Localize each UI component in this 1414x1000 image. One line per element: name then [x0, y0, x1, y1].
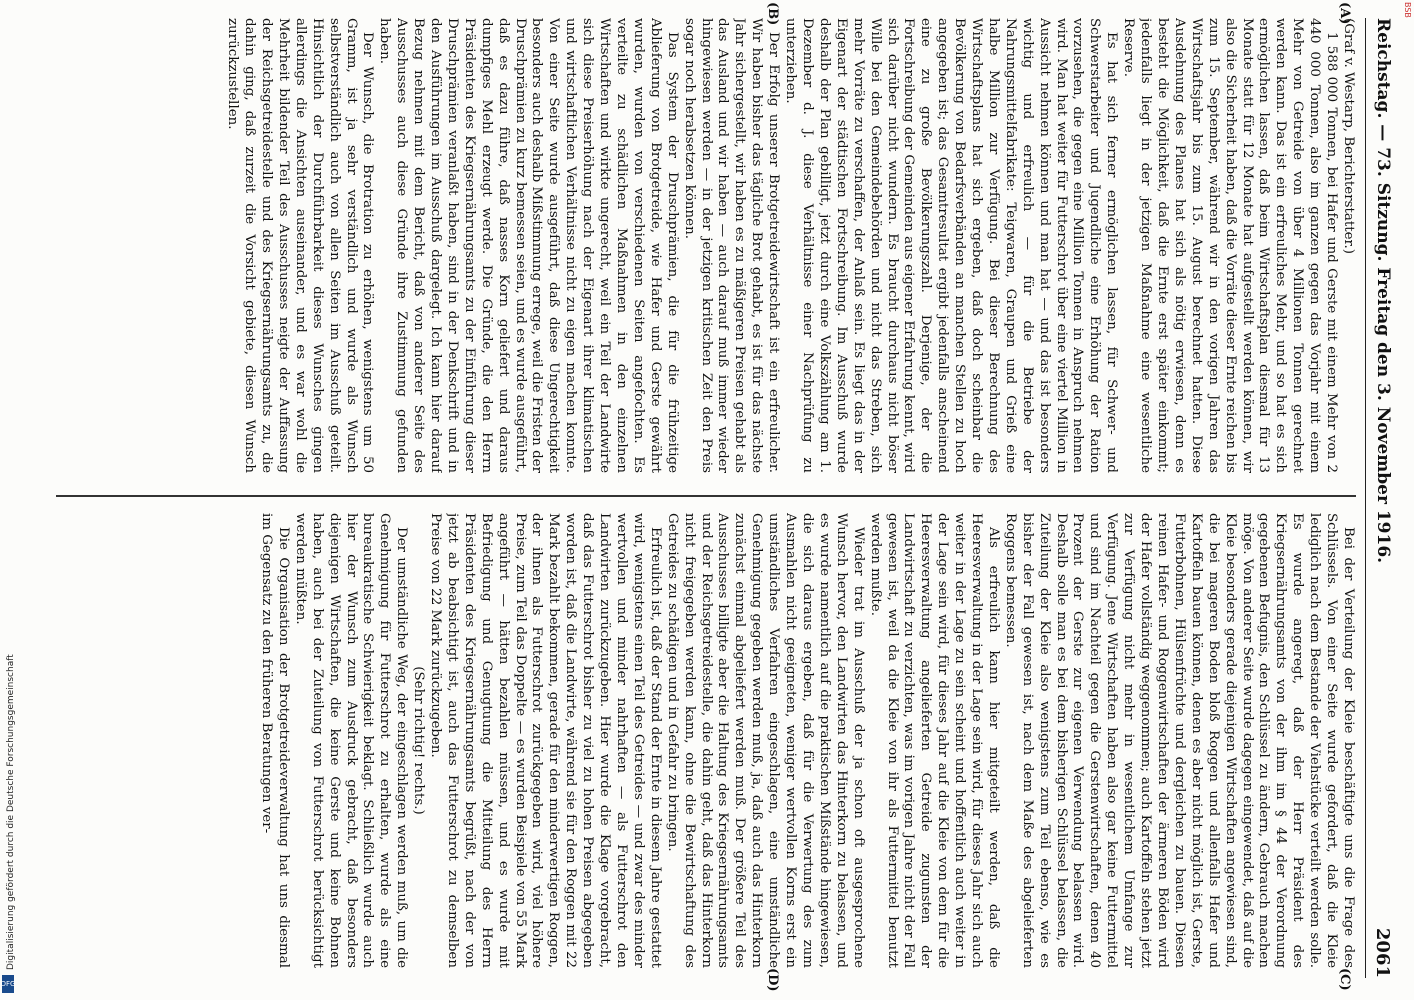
library-mark [1404, 2, 1412, 24]
paragraph: Als erfreulich kann hier mitgeteilt werden, daß die Heeresverwaltung in der Lage sein wird, für dieses Jahr sich auch weiter in der Lage zu sein scheint und hoffentlich auch weiter in der Lage sein wird, für dieses Jahr auf die Kleie von dem für die Heeresverwaltung angelieferten Getreide zugunsten der Landwirtschaft zu verzichten, was im vorigen Jahre nicht der Fall gewesen ist, weil da die Kleie von ihr als Futtermittel benutzt werden mußte. [867, 513, 1001, 968]
rotated-document [40, 2, 1400, 992]
paragraph: Der Erfolg unserer Brotgetreidewirtschaft ist ein erfreulicher. Wir haben bisher das tägliche Brot gehabt, es ist für das nächste Jahr sichergestellt, wir haben es zu mäßigeren Preisen gehabt als das Ausland und wir haben — auch darauf muß immer wieder hingewiesen werden — in der jetzigen kritischen Zeit den Preis sogar noch herabsetzen können. [681, 18, 782, 473]
paragraph: Die Organisation der Brotgetreideverwaltung hat uns diesmal im Gegensatz zu den früheren Beratungen ver- [259, 513, 291, 968]
running-header [1365, 18, 1400, 978]
interjection: (Sehr richtig! rechts.) [411, 666, 427, 815]
paragraph: Wieder trat im Ausschuß der ja schon oft ausgesprochene Wunsch hervor, den Landwirten das Hinterkorn zu belassen, und es wurde namentlich auf die praktischen Mißstände hingewiesen, die sich daraus ergeben, daß für die Verwertung des zum Ausmahlen nicht geeigneten, weniger wertvollen Korns erst ein umständliches Verfahren eingeschlagen, eine umständliche Genehmigung gegeben werden muß, ja, daß auch das Hinterkorn zunächst einmal abgeliefert werden muß. Der größere Teil des Ausschusses billigte aber die Haltung des Kriegsernährungsamts und der Reichsgetreidestelle, die dahin geht, daß das Hinterkorn nicht freigegeben werden kann, ohne die Bewirtschaftung des Getreides zu schädigen und in Gefahr zu bringen. [664, 513, 866, 968]
paragraph: Es hat sich ferner ermöglichen lassen, für Schwer- und Schwerstarbeiter und Jugendliche eine Erhöhung der Ration vorzusehen, die gegen eine Million Tonnen in Anspruch nehmen wird. Man hat weiter für Futterschrot über eine viertel Million in Aussicht nehmen können und man hat — und das ist besonders wichtig und erfreulich — für die Betriebe der Nahrungsmittelfabrikate: Teigwaren, Graupen und Grieß eine halbe Million zur Verfügung. Bei dieser Berechnung des Wirtschaftsplans hat sich ergeben, daß doch scheinbar die Bevölkerung von Bedarfsverbänden an manchen Stellen zu hoch angegeben ist; das Gesamtresultat ergibt jedenfalls anscheinend eine zu große Bevölkerungszahl. Derjenige, der die Fortschreibung der Gemeinden aus eigener Erfahrung kennt, wird sich darüber nicht wundern. Es braucht durchaus nicht böser Wille bei den Gemeindebehörden und nicht das Streben, sich mehr Vorräte zu verschaffen, der Anlaß sein. Es liegt das in der Eigenart der städtischen Fortschreibung. Im Ausschuß wurde deshalb der Plan gebilligt, jetzt durch eine Volkszählung am 1. Dezember d. J. diese Verhältnisse einer Nachprüfung zu unterziehen. [783, 18, 1120, 473]
margin-marker-c: (C) [1337, 968, 1352, 991]
speaker-line: (Graf v. Westarp, Berichterstatter.) [1341, 18, 1356, 254]
paragraph: Bei der Verteilung der Kleie beschäftigte uns die Frage des Schlüssels. Von einer Seite wurde gefordert, daß die Kleie lediglich nach dem Bestande der Viehstücke verteilt werden solle. Es wurde angeregt, daß der Herr Präsident des Kriegsernährungsamts von der ihm im § 44 der Verordnung gegebenen Befugnis, den Schlüssel zu ändern, Gebrauch machen möge. Von anderer Seite wurde dagegen eingewendet, daß auf die Kleie besonders gerade diejenigen Wirtschaften angewiesen sind, die bei mageren Boden bloß Roggen und allenfalls Hafer und Kartoffeln bauen können, denen es aber nicht möglich ist, Gerste, Futterbohnen, Hülsenfrüchte und dergleichen zu bauen. Diesen reinen Hafer- und Roggenwirtschaften der ärmeren Böden wird der Hafer vollständig weggenommen; auch Kartoffeln stehen jetzt zur Verfügung nicht mehr in wesentlichem Umfange zur Verfügung. Jene Wirtschaften haben also gar keine Futtermittel und sind im Nachteil gegen die Gerstenwirtschaften, denen 40 Prozent der Gerste zur eigenen Verwendung belassen wird. Deshalb solle man es bei dem bisherigen Schlüssel belassen, die Zuteilung der Kleie also wenigstens zum Teil ebenso, wie es bisher der Fall gewesen ist, nach dem Maße des abgelieferten Roggens bemessen. [1002, 513, 1356, 968]
paragraph: 1 588 000 Tonnen, bei Hafer und Gerste mit einem Mehr von 2 440 000 Tonnen, also im ganzen gegen das Vorjahr mit einem Mehr von Getreide von über 4 Millionen Tonnen gerechnet werden kann. Das ist ein erfreuliches Mehr, und so hat es sich ermöglichen lassen, daß beim Wirtschaftsplan diesmal für 13 Monate statt für 12 Monate hat aufgestellt werden können, wir also die Sicherheit haben, daß die Vorräte dieser Ernte reichen bis zum 15. September, während wir in den vorigen Jahren das Wirtschaftsjahr bis zum 15. August berechnet hatten. Diese Ausdehnung des Planes hat sich als nötig erwiesen, denn es besteht die Möglichkeit, daß die Ernte erst später einkommt; jedenfalls liegt in der jetzigen Maßnahme eine wesentliche Reserve. [1121, 18, 1340, 473]
column-divider [56, 495, 1356, 497]
margin-marker-d: (D) [765, 968, 780, 992]
margin-marker-a: (A) [1337, 2, 1352, 25]
funding-credit-text: Digitalisierung gefördert durch die Deutsche Forschungsgemeinschaft [6, 654, 16, 970]
margin-marker-b: (B) [765, 2, 780, 26]
library-mark-text: BSB [1403, 2, 1412, 18]
paragraph: Der Wunsch, die Brotration zu erhöhen, wenigstens um 50 Gramm, ist ja sehr verständlich und wurde als Wunsch selbstverständlich auch von allen Seiten im Ausschuß geteilt. Hinsichtlich der Durchführbarkeit dieses Wunsches gingen allerdings die Ansichten auseinander, und es war wohl die Mehrheit bildender Teil des Ausschusses neigte der Auffassung der Reichsgetreidestelle und des Kriegsernährungsamts zu, die dahin ging, daß zurzeit die Vorsicht gebiete, diesen Wunsch zurückzustellen. [225, 18, 376, 473]
dfg-logo-icon: DFG [2, 975, 14, 993]
left-column [56, 18, 1356, 473]
header-title: Reichstag. — 73. Sitzung. Freitag den 3. November 1916. [1373, 18, 1393, 564]
page-number: 2061 [1372, 927, 1394, 978]
paragraph: Der umständliche Weg, der eingeschlagen werden muß, um die Genehmigung für Futterschrot zu erhalten, wurde als eine bureaukratische Schwierigkeit beklagt. Schließlich wurde auch hier der Wunsch zum Ausdruck gebracht, daß besonders diejenigen Wirtschaften, die keine Gerste und keine Bohnen haben, auch bei der Zuteilung von Futterschrot berücksichtigt werden müßten. [292, 513, 410, 968]
right-column [56, 513, 1356, 968]
paragraph: Das System der Druschprämien, die für die frühzeitige Ablieferung von Brotgetreide, wie Hafer und Gerste gewährt wurden, wurden von verschiedenen Seiten angefochten. Es verteilte zu schädlichen Maßnahmen in den einzelnen Wirtschaften und wirkte ungerecht, weil ein Teil der Landwirte sich diese Preiserhöhung nach der Eigenart ihrer klimatischen und wirtschaftlichen Verhältnisse nicht zu eigen machen konnte. Von einer Seite wurde ausgeführt, daß diese Ungerechtigkeit besonders auch deshalb Mißstimmung errege, weil die Fristen der Druschprämien zu kurz bemessen seien, und es wurde ausgeführt, daß es dazu führe, daß nasses Korn geliefert und daraus dumpfiges Mehl erzeugt werde. Die Gründe, die den Herrn Präsidenten des Kriegsernährungsamts zu der Einführung dieser Druschprämien veranlaßt haben, sind in der Denkschrift und in den Ausführungen im Ausschuß dargelegt. Ich kann hier darauf Bezug nehmen mit dem Bericht, daß von anderer Seite des Ausschusses auch diese Gründe ihre Zustimmung gefunden haben. [377, 18, 680, 473]
paragraph: Erfreulich ist, daß der Stand der Ernte in diesem Jahre gestattet wird, wenigstens einen Teil des Getreides — und zwar des minder wertvollen und minder nahrhaften — als Futterschrot den Landwirten zurückzugeben. Hier wurde die Klage vorgebracht, daß das Futterschrot bisher zu viel zu hohen Preisen abgegeben worden ist, daß die Landwirte, während sie für den Roggen mit 22 Mark bezahlt bekommen, gerade für den minderwertigen Roggen, der ihnen als Futterschrot zurückgegeben wird, viel höhere Preise, zum Teil das Doppelte — es wurden Beispiele von 55 Mark angeführt — hätten bezahlen müssen, und es wurde mit Befriedigung und Genugtuung die Mitteilung des Herrn Präsidenten des Kriegsernährungsamts begrüßt, nach der von jetzt ab beabsichtigt ist, auch das Futterschrot zu demselben Preise von 22 Mark zurückzugeben. [428, 513, 663, 968]
